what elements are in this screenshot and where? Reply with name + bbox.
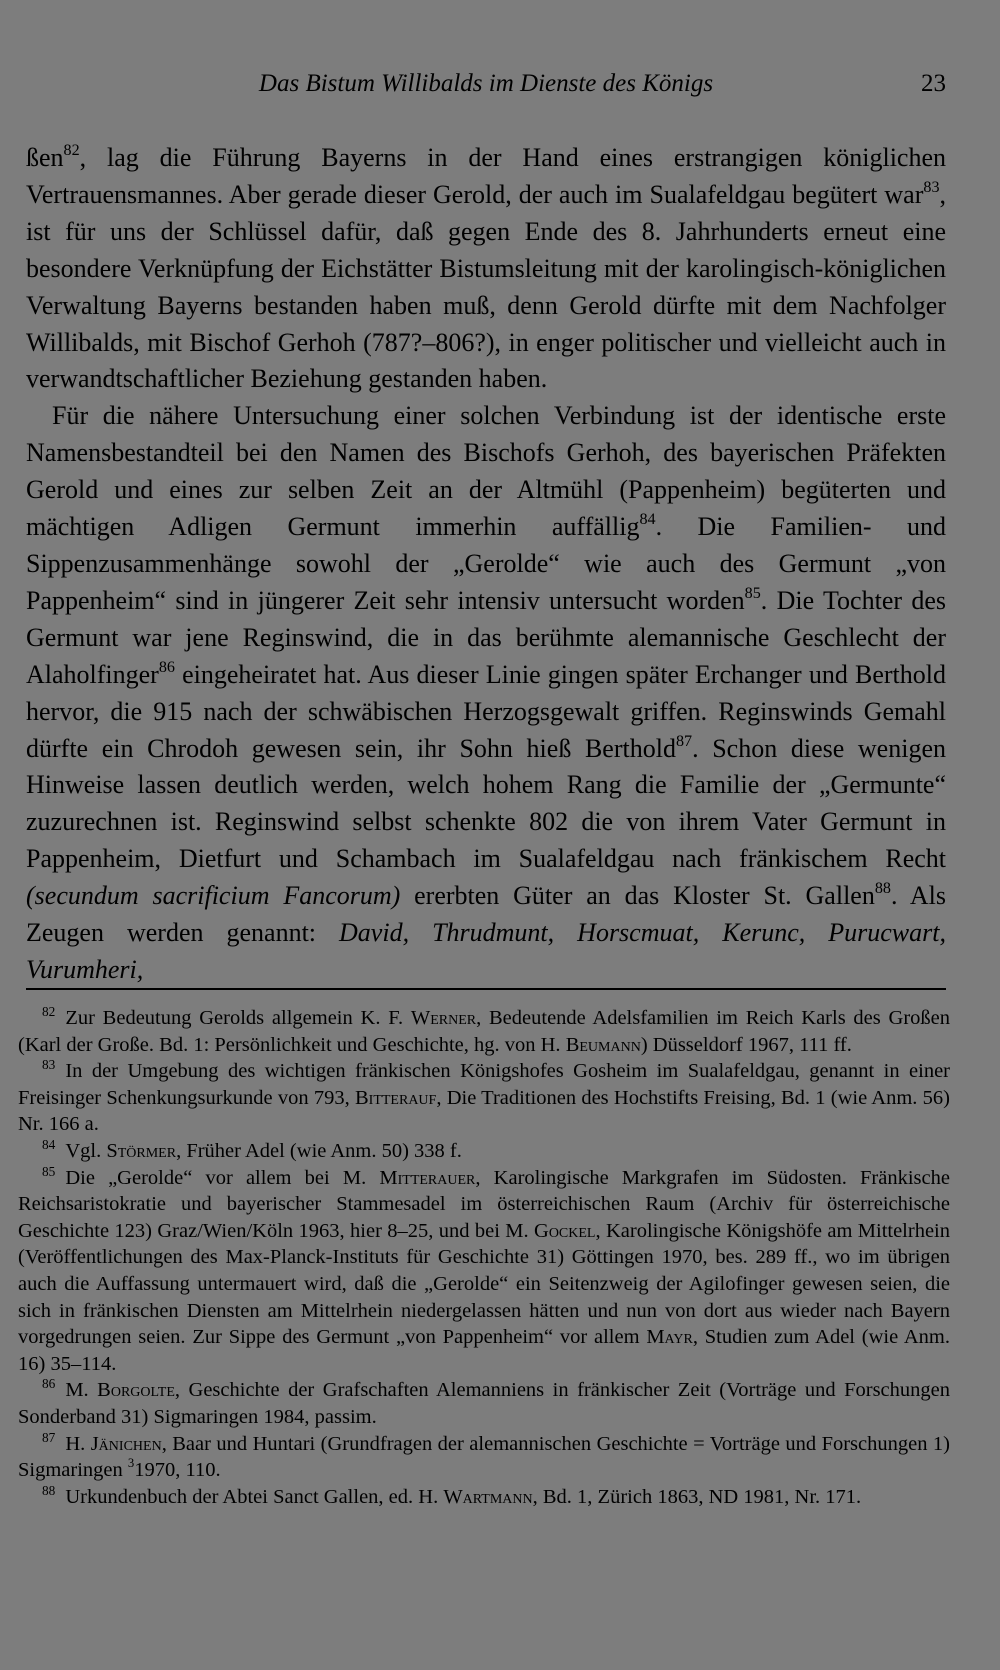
page-number: 23	[921, 70, 946, 97]
author-name: Mitterauer	[379, 1166, 476, 1189]
footnote-text: In der Umgebung des wichtigen fränkischen Königshofes Gosheim im Sualafeldgau, genannt in einer Freisinger Schenkungsurkunde von 793,	[18, 1060, 950, 1109]
witness-names: David, Thrudmunt, Horscmuat, Kerunc, Purucwart, Vurumheri,	[26, 918, 946, 984]
author-name: Mayr	[646, 1326, 693, 1349]
latin-phrase: (secundum sacrificium Fancorum)	[26, 881, 401, 911]
footnote-text: , Geschichte der Grafschaften Alemanniens in fränkischer Zeit (Vorträge und Forschungen Sonderband 31) Sigmaringen 1984, passim.	[18, 1379, 950, 1428]
footnote-87	[18, 1431, 950, 1484]
footnote-number: 83	[42, 1057, 56, 1073]
footnote-text: H.	[65, 1432, 91, 1455]
text-segment: . Als Zeugen werden genannt:	[26, 881, 946, 948]
text-segment: . Die Tochter des Germunt war jene Reginswind, die in das berühmte alemannische Geschlecht der Alaholfinger	[26, 585, 946, 689]
text-segment: Für die nähere Untersuchung einer solchen Verbindung ist der identische erste Namensbestandteil bei den Namen des Bischofs Gerhoh, des bayerischen Präfekten Gerold und eines zur selben Zeit an der Altmühl (Pappenheim) begüterten und mächtigen Adligen Germunt immerhin auffällig	[26, 401, 946, 542]
author-name: Wartmann	[443, 1485, 533, 1508]
footnote-text: 1970, 110.	[134, 1459, 221, 1482]
footnotes	[18, 1005, 950, 1510]
footnote-text: , Früher Adel (wie Anm. 50) 338 f.	[176, 1139, 462, 1162]
footnote-number: 85	[42, 1163, 56, 1179]
author-name: Beumann	[565, 1033, 641, 1056]
footnote-text: , Karolingische Markgrafen im Südosten. Fränkische Reichsaristokratie und bayerischer Stammesadel im österreichischen Raum (Archiv für österreichische Geschichte 123) Graz/Wien/Köln 1963, hier 8–25, und bei M.	[18, 1166, 950, 1242]
footnote-number: 84	[42, 1137, 56, 1153]
footnote-divider	[26, 988, 946, 990]
author-name: Borgolte	[97, 1379, 175, 1402]
author-name: Störmer	[106, 1139, 177, 1162]
author-name: Bitterauf	[354, 1086, 437, 1109]
text-segment: , ist für uns der Schlüssel dafür, daß gegen Ende des 8. Jahrhunderts erneut eine besondere Verknüpfung der Eichstätter Bistumsleitung mit der karolingisch-königlichen Verwaltung Bayerns bestanden haben muß, denn Gerold dürfte mit dem Nachfolger Willibalds, mit Bischof Gerhoh (787?–806?), in enger politischer und vielleicht auch in verwandtschaftlicher Beziehung gestanden haben.	[26, 179, 946, 394]
footnote-text: Urkundenbuch der Abtei Sanct Gallen, ed. H.	[65, 1485, 444, 1508]
paragraph-1	[26, 140, 946, 398]
footnote-82	[18, 1005, 950, 1058]
footnote-ref-85: 85	[744, 585, 761, 603]
footnote-number: 82	[42, 1004, 56, 1020]
running-header	[26, 64, 946, 104]
footnote-text: , Bd. 1, Zürich 1863, ND 1981, Nr. 171.	[532, 1485, 862, 1508]
footnote-text: Zur Bedeutung Gerolds allgemein K. F.	[65, 1007, 411, 1029]
footnote-text: ) Düsseldorf 1967, 111 ff.	[640, 1033, 852, 1056]
footnote-text: M.	[65, 1379, 98, 1402]
footnote-text: , Bedeutende Adelsfamilien im Reich Karls des Großen (Karl der Große. Bd. 1: Persönlichkeit und Geschichte, hg. von H.	[18, 1007, 951, 1056]
footnote-83	[18, 1058, 950, 1138]
text-segment: ererbten Güter an das Kloster St. Gallen	[400, 881, 875, 911]
text-segment: . Die Familien- und Sippenzusammenhänge sowohl der „Gerolde“ wie auch des Germunt „von Pappenheim“ sind in jüngerer Zeit sehr intensiv untersucht worden	[26, 512, 947, 615]
footnote-text: , Karolingische Königshöfe am Mittelrhein (Veröffentlichungen des Max-Planck-Instituts für Geschichte 31) Göttingen 1970, bes. 289 ff., wo im übrigen auch die Auffassung untermauert wird, daß die „Gerolde“ ein Seitenzweig der Agilofinger gewesen seien, die sich in fränkischen Diensten am Mittelrhein niedergelassen hätten und nun von dort aus wieder nach Bayern vorgedrungen seien. Zur Sippe des Germunt „von Pappenheim“ vor allem	[18, 1219, 950, 1349]
author-name: Gockel	[534, 1219, 596, 1242]
footnote-ref-83: 83	[923, 179, 940, 197]
text-segment: eingeheiratet hat. Aus dieser Linie gingen später Erchanger und Berthold hervor, die 915 nach der schwäbischen Herzogsgewalt griffen. Reginswinds Gemahl dürfte ein Chrodoh gewesen sein, ihr Sohn hieß Berthold	[26, 659, 946, 763]
main-text	[26, 140, 946, 989]
text-segment: , lag die Führung Bayerns in der Hand eines erstrangigen königlichen Vertrauensmannes. Aber gerade dieser Gerold, der auch im Sualafeldgau begütert war	[26, 143, 946, 209]
footnote-number: 87	[42, 1429, 56, 1445]
footnote-text: , Baar und Huntari (Grundfragen der alemannischen Geschichte = Vorträge und Forschungen 1) Sigmaringen	[18, 1432, 951, 1482]
footnote-ref-87: 87	[675, 732, 693, 750]
footnote-ref-82: 82	[63, 142, 80, 160]
footnote-84	[18, 1138, 950, 1165]
paragraph-2	[26, 398, 946, 989]
footnote-number: 86	[42, 1376, 56, 1392]
footnote-85	[18, 1165, 950, 1378]
text-segment: . Schon diese wenigen Hinweise lassen deutlich werden, welch hohem Rang die Familie der „Germunte“ zuzurechnen ist. Reginswind selbst schenkte 802 die von ihrem Vater Germunt in Pappenheim, Dietfurt und Schambach im Sualafeldgau nach fränkischem Recht	[26, 733, 946, 874]
edition-superscript: 3	[127, 1456, 135, 1471]
footnote-text: , Die Traditionen des Hochstifts Freising, Bd. 1 (wie Anm. 56) Nr. 166 a.	[18, 1086, 951, 1136]
footnote-ref-84: 84	[639, 511, 656, 529]
footnote-ref-88: 88	[874, 880, 891, 898]
author-name: Jänichen	[90, 1432, 162, 1455]
footnote-text: Vgl.	[65, 1139, 107, 1162]
footnote-86	[18, 1377, 950, 1430]
footnote-text: , Studien zum Adel (wie Anm. 16) 35–114.	[18, 1326, 950, 1375]
footnote-88	[18, 1484, 950, 1511]
text-segment: ßen	[26, 143, 64, 172]
footnote-ref-86: 86	[158, 659, 175, 677]
running-title: Das Bistum Willibalds im Dienste des Königs	[258, 70, 714, 97]
author-name: Werner	[410, 1007, 477, 1029]
footnote-text: Die „Gerolde“ vor allem bei M.	[65, 1166, 380, 1189]
footnote-number: 88	[42, 1482, 56, 1498]
